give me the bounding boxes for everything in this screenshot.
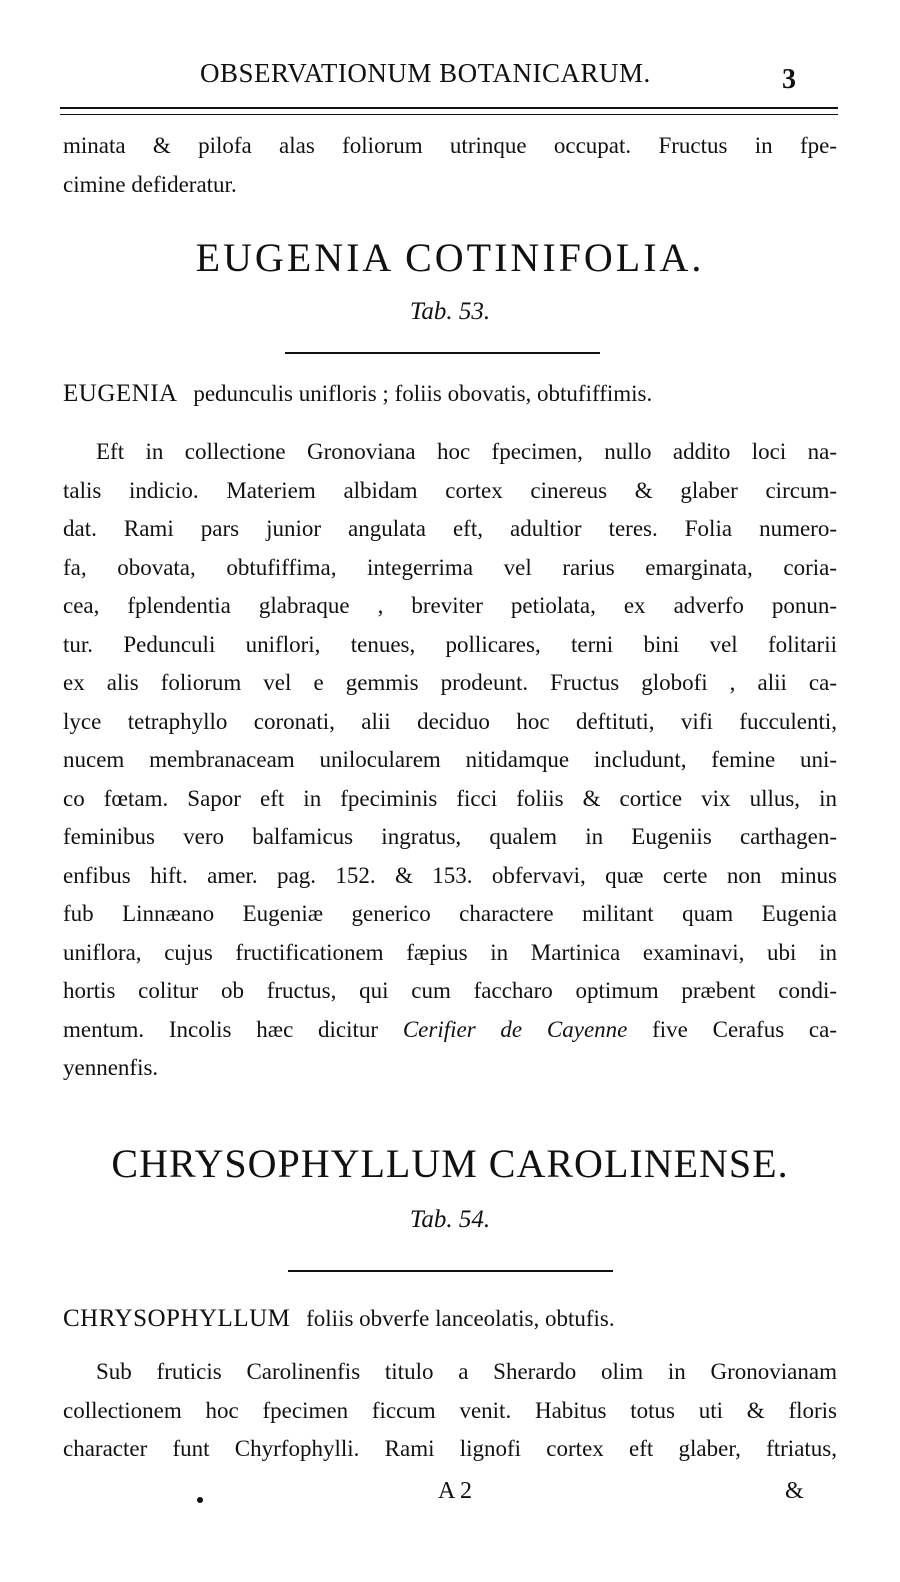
plate-reference: Tab. 54.	[409, 1206, 491, 1233]
description-eugenia	[63, 433, 837, 1088]
text-run: five Cerafus ca-	[627, 1016, 837, 1042]
plate-reference: Tab. 53.	[409, 298, 491, 325]
text-line: lyce tetraphyllo coronati, alii deciduo hoc deftituti, vifi fucculenti,	[63, 708, 837, 734]
text-line: Eft in collectione Gronoviana hoc fpecimen, nullo addito loci na-	[96, 439, 837, 464]
text-line: character funt Chyrfophylli. Rami lignofi cortex eft glaber, ftriatus,	[63, 1436, 837, 1461]
text-line: tur. Pedunculi uniflori, tenues, pollicares, terni bini vel folitarii	[63, 631, 837, 657]
vernacular-name: Cerifier de Cayenne	[402, 1016, 628, 1042]
text-line: nucem membranaceam unilocularem nitidamque includunt, femine uni-	[63, 747, 837, 772]
diagnosis-text: pedunculis unifloris ; foliis obovatis, obtufiffimis.	[193, 381, 653, 406]
catchword: &	[785, 1478, 804, 1504]
text-run: mentum. Incolis hæc dicitur	[63, 1016, 403, 1042]
text-line	[63, 1011, 837, 1050]
text-line: enfibus hift. amer. pag. 152. & 153. obfervavi, quæ certe non minus	[63, 862, 837, 888]
section-rule	[285, 352, 600, 354]
genus-name: CHRYSOPHYLLUM	[63, 1305, 291, 1332]
header-rule	[60, 107, 838, 115]
diagnosis-chrysophyllum	[63, 1305, 837, 1333]
diagnosis-eugenia	[63, 380, 837, 408]
text-line: yennenfis.	[63, 1055, 159, 1080]
text-line: co fœtam. Sapor eft in fpeciminis ficci foliis & cortice vix ullus, in	[63, 785, 837, 811]
text-line: talis indicio. Materiem albidam cortex cinereus & glaber circum-	[63, 477, 837, 503]
text-line: collectionem hoc fpecimen ficcum venit. Habitus totus uti & floris	[63, 1397, 837, 1423]
section-rule	[288, 1270, 613, 1272]
running-title: OBSERVATIONUM BOTANICARUM.	[200, 58, 651, 88]
text-line: uniflora, cujus fructificationem fæpius in Martinica examinavi, ubi in	[63, 939, 837, 965]
signature-mark: A 2	[438, 1478, 473, 1504]
genus-name: EUGENIA	[63, 380, 178, 407]
text-line: dat. Rami pars junior angulata eft, adultior teres. Folia numero-	[63, 516, 837, 541]
text-line: ex alis foliorum vel e gemmis prodeunt. Fructus globofi , alii ca-	[63, 670, 837, 695]
page-number: 3	[782, 64, 796, 95]
text-line: hortis colitur ob fructus, qui cum faccharo optimum præbent condi-	[63, 978, 837, 1003]
text-line: cimine defideratur.	[63, 171, 237, 197]
text-line: cea, fplendentia glabraque , breviter petiolata, ex adverfo ponun-	[63, 593, 837, 618]
text-line: minata & pilofa alas foliorum utrinque occupat. Fructus in fpe-	[63, 133, 837, 158]
text-line: Sub fruticis Carolinenfis titulo a Sherardo olim in Gronovianam	[96, 1359, 837, 1384]
text-line: fa, obovata, obtufiffima, integerrima vel rarius emarginata, coria-	[63, 554, 837, 580]
running-head	[60, 58, 840, 98]
diagnosis-text: foliis obverfe lanceolatis, obtufis.	[306, 1306, 615, 1331]
ink-speck	[197, 1497, 203, 1503]
species-title-chrysophyllum: CHRYSOPHYLLUM CAROLINENSE.	[111, 1141, 789, 1186]
text-line: fub Linnæano Eugeniæ generico charactere militant quam Eugenia	[63, 901, 837, 926]
species-title-eugenia: EUGENIA COTINIFOLIA.	[195, 235, 705, 280]
description-chrysophyllum	[63, 1353, 837, 1469]
continuation-paragraph	[63, 127, 837, 204]
text-line: feminibus vero balfamicus ingratus, qualem in Eugeniis carthagen-	[63, 824, 837, 849]
